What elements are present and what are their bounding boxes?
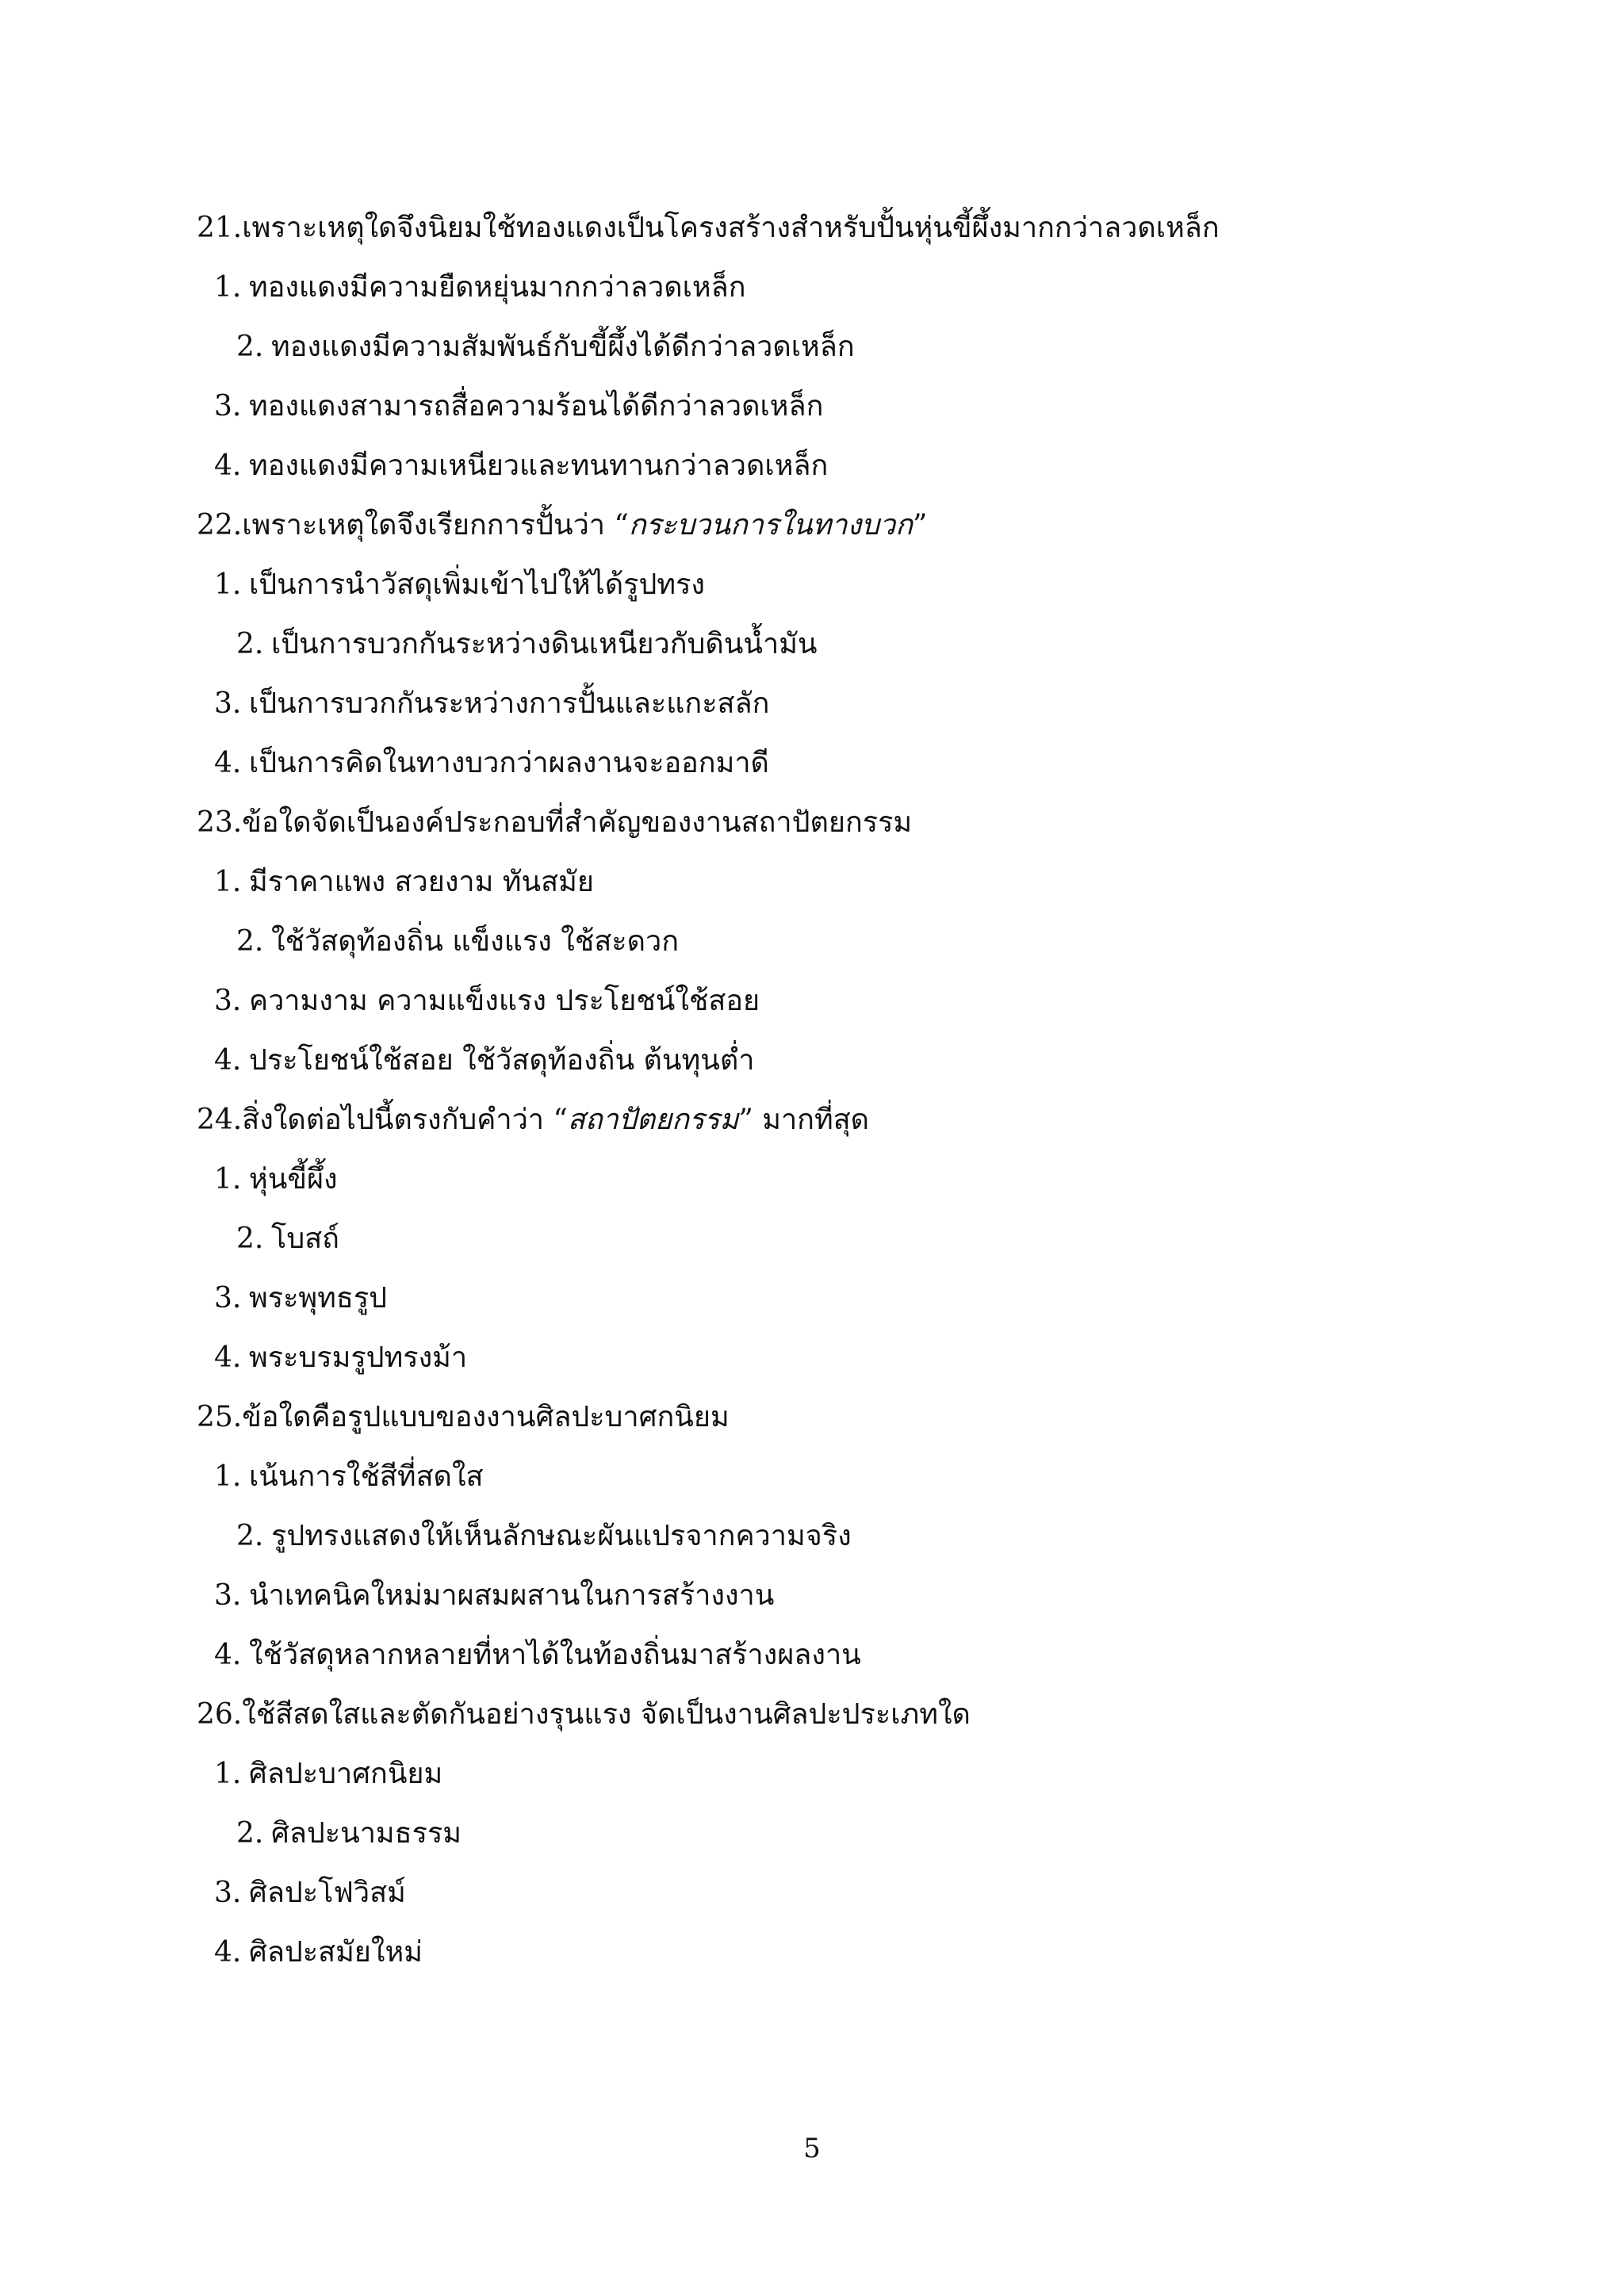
choice-number: 1.: [214, 271, 242, 304]
choice-number: 4.: [214, 1639, 242, 1671]
choice: [236, 627, 818, 662]
choice-number: 1.: [214, 1460, 242, 1493]
choice: [214, 568, 705, 603]
choice-text: ทองแดงมีความยืดหยุ่นมากกว่าลวดเหล็ก: [249, 271, 746, 304]
choice-text: เป็นการคิดในทางบวกว่าผลงานจะออกมาดี: [249, 747, 769, 779]
choice-number: 4.: [214, 450, 242, 482]
question-text-end: ” มากที่สุด: [738, 1104, 870, 1136]
choice: [214, 389, 823, 424]
question-25: [197, 1400, 730, 1435]
question-24: [197, 1103, 869, 1138]
choice-number: 2.: [236, 1223, 264, 1255]
choice: [214, 1043, 754, 1078]
question-number: 23.: [197, 806, 243, 839]
choice-number: 3.: [214, 687, 242, 720]
choice: [214, 1638, 861, 1673]
choice-text: เป็นการนำวัสดุเพิ่มเข้าไปให้ได้รูปทรง: [249, 568, 705, 601]
choice-text: เน้นการใช้สีที่สดใส: [249, 1460, 484, 1493]
page-number: 5: [803, 2133, 821, 2164]
choice-text: หุ่นขี้ผึ้ง: [249, 1163, 338, 1196]
choice-text: ใช้วัสดุหลากหลายที่หาได้ในท้องถิ่นมาสร้างผลงาน: [249, 1639, 861, 1671]
question-text: ข้อใดจัดเป็นองค์ประกอบที่สำคัญของงานสถาปัตยกรรม: [242, 806, 913, 839]
question-text-end: ”: [912, 509, 928, 541]
choice: [214, 1578, 774, 1613]
choice-text: ความงาม ความแข็งแรง ประโยชน์ใช้สอย: [249, 985, 760, 1017]
choice-number: 2.: [236, 925, 264, 958]
question-22: [197, 508, 927, 543]
choice: [214, 449, 828, 484]
choice-text: ใช้วัสดุท้องถิ่น แข็งแรง ใช้สะดวก: [271, 925, 680, 958]
question-text: ข้อใดคือรูปแบบของงานศิลปะบาศกนิยม: [242, 1401, 730, 1433]
question-number: 26.: [197, 1698, 243, 1731]
choice-text: ประโยชน์ใช้สอย ใช้วัสดุท้องถิ่น ต้นทุนต่ำ: [249, 1044, 755, 1077]
choice-number: 2.: [236, 1520, 264, 1552]
question-26: [197, 1697, 971, 1732]
question-text: เพราะเหตุใดจึงนิยมใช้ทองแดงเป็นโครงสร้างสำหรับปั้นหุ่นขี้ผึ้งมากกว่าลวดเหล็ก: [242, 212, 1220, 244]
question-number: 22.: [197, 509, 243, 541]
question-number: 24.: [197, 1104, 243, 1136]
choice-number: 2.: [236, 331, 264, 363]
question-text: ใช้สีสดใสและตัดกันอย่างรุนแรง จัดเป็นงานศิลปะประเภทใด: [242, 1698, 971, 1731]
choice: [236, 1519, 852, 1554]
question-text: สิ่งใดต่อไปนี้ตรงกับคำว่า “: [242, 1104, 568, 1136]
choice-number: 1.: [214, 866, 242, 898]
choice: [214, 865, 594, 900]
choice: [236, 924, 679, 959]
choice-text: มีราคาแพง สวยงาม ทันสมัย: [249, 866, 594, 898]
choice: [236, 330, 855, 365]
choice: [236, 1816, 462, 1851]
choice: [214, 1876, 406, 1911]
choice-text: เป็นการบวกกันระหว่างดินเหนียวกับดินน้ำมัน: [271, 628, 818, 660]
choice: [236, 1222, 339, 1257]
choice-text: รูปทรงแสดงให้เห็นลักษณะผันแปรจากความจริง: [271, 1520, 852, 1552]
choice-text: เป็นการบวกกันระหว่างการปั้นและแกะสลัก: [249, 687, 770, 720]
choice-text: โบสถ์: [271, 1223, 339, 1255]
choice-number: 3.: [214, 985, 242, 1017]
choice-text: ศิลปะนามธรรม: [271, 1817, 462, 1850]
choice-text: พระบรมรูปทรงม้า: [249, 1341, 468, 1374]
choice-number: 3.: [214, 1877, 242, 1909]
choice-text: ศิลปะโฟวิสม์: [249, 1877, 406, 1909]
choice: [214, 1757, 442, 1792]
choice: [214, 1935, 423, 1970]
choice-text: ทองแดงมีความเหนียวและทนทานกว่าลวดเหล็ก: [249, 450, 829, 482]
choice-number: 4.: [214, 747, 242, 779]
choice-number: 3.: [214, 1579, 242, 1612]
choice: [214, 1460, 484, 1494]
question-text-italic: สถาปัตยกรรม: [567, 1104, 739, 1136]
choice-text: ศิลปะบาศกนิยม: [249, 1758, 443, 1790]
question-number: 21.: [197, 212, 243, 244]
choice: [214, 270, 745, 305]
choice-number: 4.: [214, 1044, 242, 1077]
choice-number: 2.: [236, 1817, 264, 1850]
choice-number: 3.: [214, 390, 242, 423]
choice-number: 1.: [214, 1163, 242, 1196]
question-text-italic: กระบวนการในทางบวก: [628, 509, 913, 541]
choice-number: 4.: [214, 1341, 242, 1374]
question-23: [197, 806, 912, 840]
question-text: เพราะเหตุใดจึงเรียกการปั้นว่า “: [242, 509, 629, 541]
choice: [214, 1162, 338, 1197]
choice: [214, 1281, 387, 1316]
choice-text: นำเทคนิคใหม่มาผสมผสานในการสร้างงาน: [249, 1579, 775, 1612]
choice-text: ศิลปะสมัยใหม่: [249, 1936, 423, 1969]
choice-number: 1.: [214, 1758, 242, 1790]
choice: [214, 984, 760, 1019]
choice: [214, 687, 769, 721]
question-21: [197, 211, 1220, 246]
choice: [214, 1341, 467, 1376]
choice-number: 4.: [214, 1936, 242, 1969]
choice-number: 2.: [236, 628, 264, 660]
choice: [214, 746, 769, 781]
choice-number: 1.: [214, 568, 242, 601]
choice-number: 3.: [214, 1282, 242, 1314]
choice-text: พระพุทธรูป: [249, 1282, 388, 1314]
choice-text: ทองแดงมีความสัมพันธ์กับขี้ผึ้งได้ดีกว่าลวดเหล็ก: [271, 331, 855, 363]
question-number: 25.: [197, 1401, 243, 1433]
choice-text: ทองแดงสามารถสื่อความร้อนได้ดีกว่าลวดเหล็ก: [249, 390, 824, 423]
